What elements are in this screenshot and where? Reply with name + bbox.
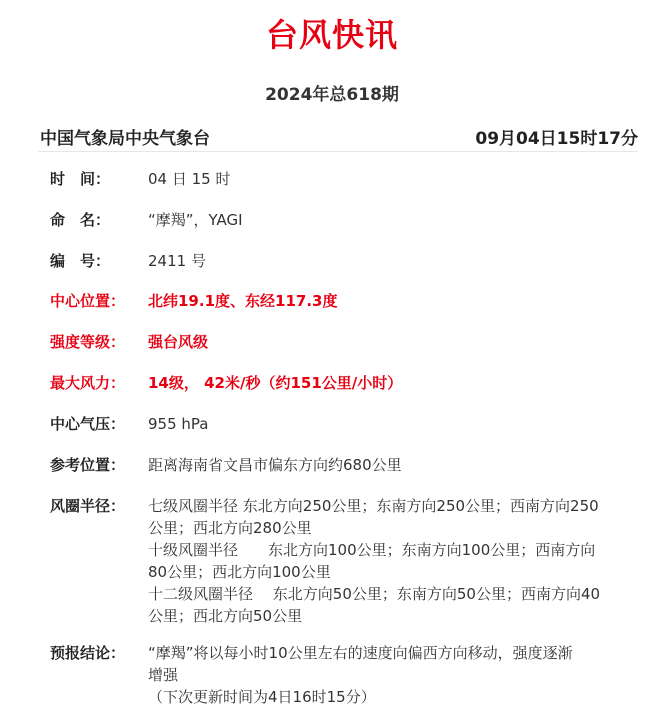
radius-line: 公里；西北方向280公里	[148, 519, 312, 537]
field-value: 14级， 42米/秒（约151公里/小时）	[148, 374, 403, 392]
field-center-position	[50, 290, 624, 312]
forecast-line: 增强	[148, 666, 179, 684]
field-wind-radius	[50, 495, 624, 627]
field-reference-position	[50, 454, 624, 476]
field-value: 强台风级	[148, 333, 209, 351]
field-value: 北纬19.1度、东经117.3度	[148, 292, 338, 310]
radius-line: 公里；西北方向50公里	[148, 607, 303, 625]
field-label: 参考位置：	[50, 456, 126, 474]
forecast-line: “摩羯”将以每小时10公里左右的速度向偏西方向移动，强度逐渐	[148, 644, 573, 662]
field-label: 风圈半径：	[50, 497, 126, 515]
field-value	[148, 642, 624, 708]
page-title: 台风快讯	[265, 16, 398, 54]
field-name	[50, 209, 624, 231]
field-number	[50, 250, 624, 272]
field-value: “摩羯”，YAGI	[148, 211, 243, 229]
publish-datetime: 09月04日15时17分	[475, 129, 638, 149]
radius-line: 十二级风圈半径 东北方向50公里；东南方向50公里；西南方向40	[148, 585, 601, 603]
bulletin-header	[40, 124, 638, 149]
radius-line: 十级风圈半径 东北方向100公里；东南方向100公里；西南方向	[148, 541, 596, 559]
field-value: 距离海南省文昌市偏东方向约680公里	[148, 456, 402, 474]
field-time	[50, 168, 624, 190]
forecast-line: （下次更新时间为4日16时15分）	[148, 688, 376, 706]
field-label: 中心气压：	[50, 415, 126, 433]
field-value	[148, 495, 624, 627]
field-value: 955 hPa	[148, 415, 209, 433]
field-label: 命 名：	[50, 211, 111, 229]
issue-number: 2024年总618期	[265, 85, 399, 105]
field-forecast	[50, 642, 624, 708]
field-value: 2411 号	[148, 252, 206, 270]
divider	[38, 151, 638, 152]
field-label: 编 号：	[50, 252, 111, 270]
field-intensity	[50, 331, 624, 353]
radius-line: 80公里；西北方向100公里	[148, 563, 331, 581]
field-label: 最大风力：	[50, 374, 126, 392]
field-label: 时 间：	[50, 170, 111, 188]
field-label: 强度等级：	[50, 333, 126, 351]
source-agency: 中国气象局中央气象台	[40, 129, 210, 149]
field-label: 中心位置：	[50, 292, 126, 310]
field-max-wind	[50, 372, 624, 394]
field-value: 04 日 15 时	[148, 170, 231, 188]
field-pressure	[50, 413, 624, 435]
radius-line: 七级风圈半径 东北方向250公里；东南方向250公里；西南方向250	[148, 497, 599, 515]
field-label: 预报结论：	[50, 644, 126, 662]
